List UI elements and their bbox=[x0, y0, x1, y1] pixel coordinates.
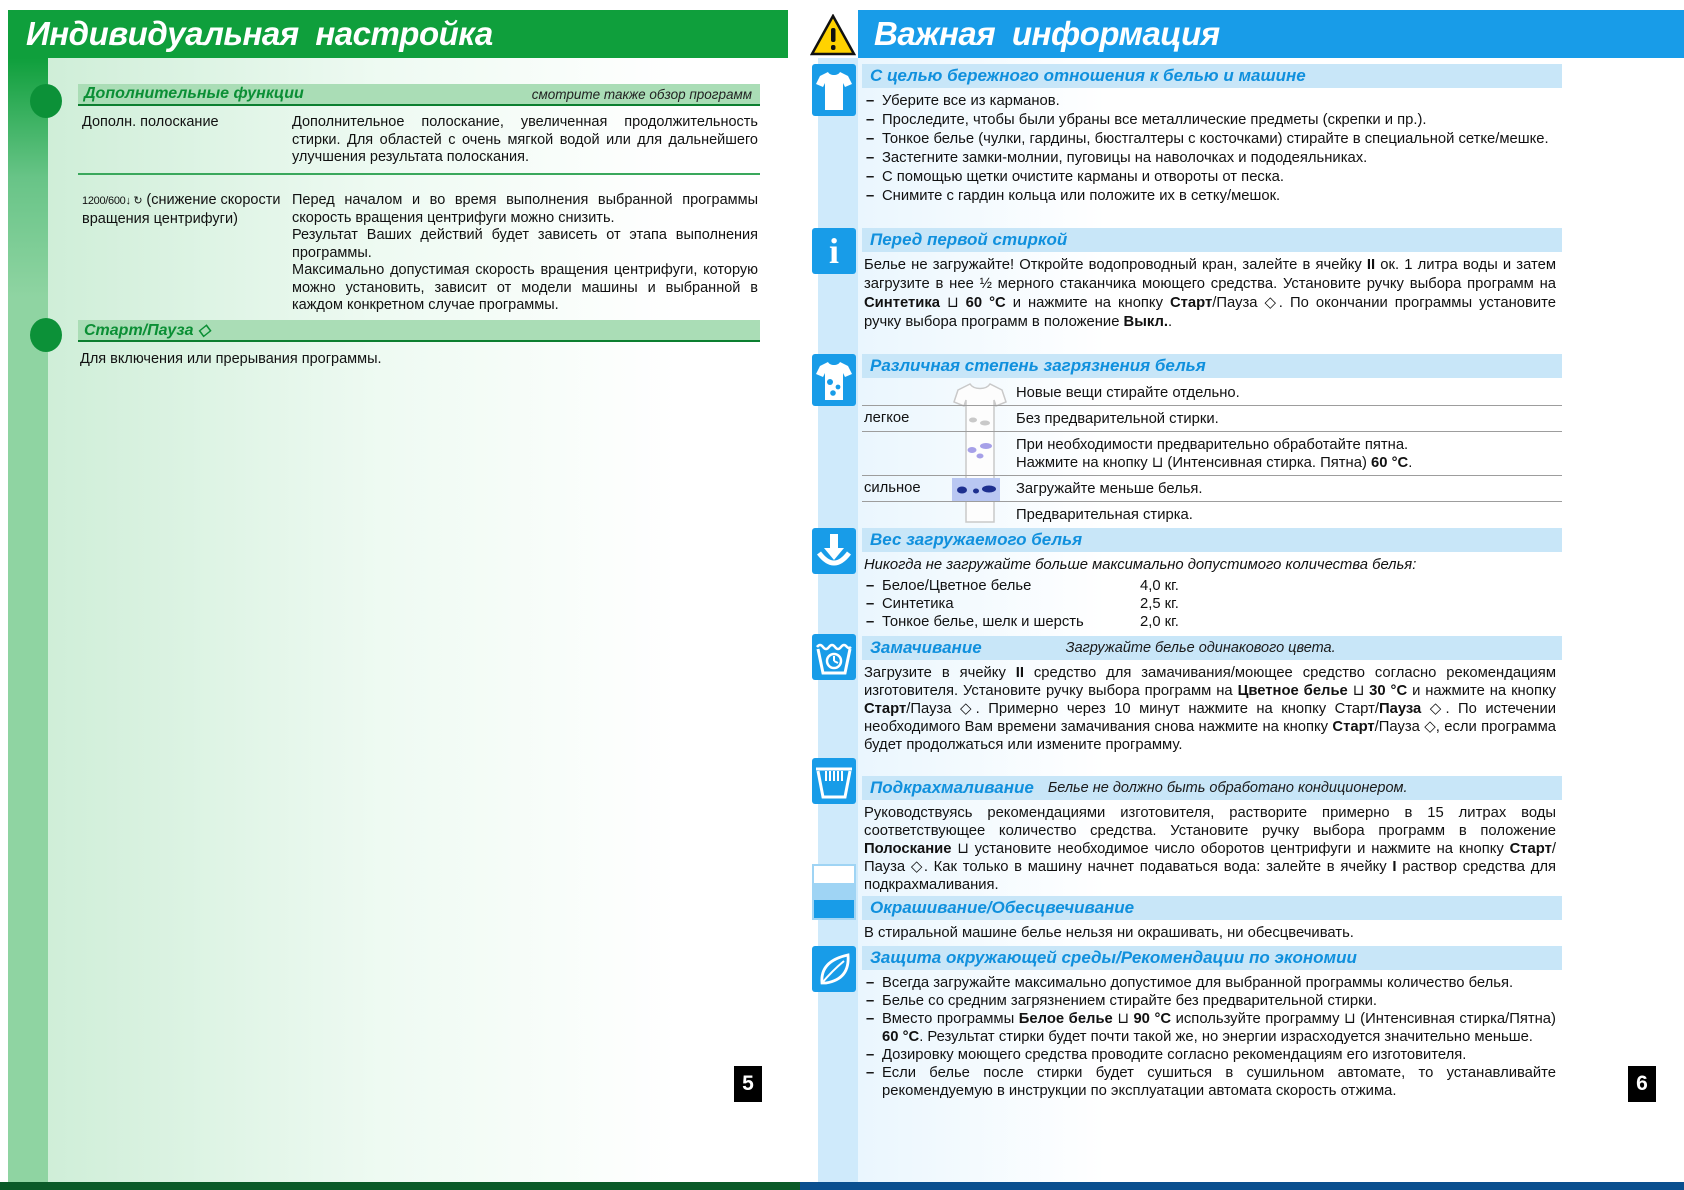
list-item: – Если белье после стирки будет сушиться в сушильном автомате, то устанавливайте рекомендуемую в инструкции по эксплуатации автомата скорость отжима. bbox=[864, 1064, 1556, 1100]
list-item: – Снимите с гардин кольца или положите их в сетку/мешок. bbox=[864, 187, 1556, 206]
section-note: Загружайте белье одинакового цвета. bbox=[1065, 640, 1336, 656]
section-title: Вес загружаемого белья bbox=[870, 530, 1083, 549]
starching-paragraph: Руководствуясь рекомендациями изготовителя, растворите примерно в 15 литрах воды соответствующее количество средства. Установите ручку выбора программ в положение Полоскание ⊔ установите необходимое число оборотов центрифуги и нажмите на кнопку Старт/Пауза ◇. Как только в машину начнет подаваться вода: залейте в ячейку I раствор средства для подкрахмаливания. bbox=[864, 805, 1556, 893]
weight-value: 4,0 кг. bbox=[1140, 578, 1179, 594]
bullet-circle-icon bbox=[30, 84, 62, 118]
environment-bullet-list bbox=[864, 974, 1556, 1100]
weight-value: 2,0 кг. bbox=[1140, 614, 1179, 630]
section-title: С целью бережного отношения к белью и машине bbox=[870, 66, 1306, 85]
section-bar-starching bbox=[862, 776, 1562, 800]
left-page-header bbox=[8, 10, 788, 58]
load-weight-intro: Никогда не загружайте больше максимально допустимого количества белья: bbox=[864, 557, 1417, 573]
section-title: Старт/Пауза ◇ bbox=[84, 322, 211, 339]
bullet-circle-icon bbox=[30, 318, 62, 352]
section-bar-environment bbox=[862, 946, 1562, 970]
right-blue-strip bbox=[818, 58, 858, 1182]
divider bbox=[862, 475, 1562, 476]
dye-icon bbox=[812, 864, 856, 920]
list-item: – Дозировку моющего средства проводите согласно рекомендациям его изготовителя. bbox=[864, 1046, 1556, 1064]
section-title: Различная степень загрязнения белья bbox=[870, 356, 1206, 375]
dyeing-paragraph: В стиральной машине белье нельзя ни окрашивать, ни обесцвечивать. bbox=[864, 925, 1354, 941]
section-note: Белье не должно быть обработано кондиционером. bbox=[1047, 780, 1408, 796]
soiling-shirt-graphic bbox=[950, 382, 1010, 524]
first-wash-paragraph: Белье не загружайте! Откройте водопроводный кран, залейте в ячейку II ок. 1 литра воды и затем загрузите в нее ½ мерного стаканчика моющего средства. Установите ручку выбора программ на Синтетика ⊔ 60 °C и нажмите на кнопку Старт/Пауза ◇. По окончании программы установите ручку выбора программ в положение Выкл.. bbox=[864, 257, 1556, 330]
table-description: Перед началом и во время выполнения выбранной программы скорость вращения центрифуги можно снизить. Результат Ваших действий будет зависеть от этапа выполнения программы. Максимально допустимая скорость вращения центрифуги, которую можно установить, зависит от модели машины и выбранной в каждом конкретном случае программы. bbox=[292, 192, 758, 313]
weight-value: 2,5 кг. bbox=[1140, 596, 1179, 612]
bottom-bar-left bbox=[0, 1182, 800, 1190]
section-title: Подкрахмаливание bbox=[870, 778, 1034, 797]
spin-icon: 1200/600↓ ↻ bbox=[82, 195, 143, 207]
tshirt-icon bbox=[812, 64, 856, 116]
section-title: Замачивание bbox=[870, 638, 982, 657]
table-description: Дополнительное полоскание, увеличенная продолжительность стирки. Для областей с очень мягкой водой или для дальнейшего улучшения результата полоскания. bbox=[292, 114, 758, 165]
soak-icon bbox=[812, 634, 856, 680]
section-bar-first-wash bbox=[862, 228, 1562, 252]
stained-shirt-icon bbox=[812, 354, 856, 406]
info-icon: i bbox=[812, 228, 856, 274]
list-item: – Проследите, чтобы были убраны все металлические предметы (скрепки и пр.). bbox=[864, 111, 1556, 130]
page-number: 6 bbox=[1628, 1066, 1656, 1102]
page-title: Важная информация bbox=[874, 15, 1220, 52]
start-pause-text: Для включения или прерывания программы. bbox=[80, 351, 382, 367]
list-item: – С помощью щетки очистите карманы и отвороты от песка. bbox=[864, 168, 1556, 187]
strong-soil-highlight bbox=[952, 478, 1000, 502]
list-item: – Уберите все из карманов. bbox=[864, 92, 1556, 111]
bottom-bar-right bbox=[800, 1182, 1684, 1190]
list-item: – Застегните замки-молнии, пуговицы на наволочках и пододеяльниках. bbox=[864, 149, 1556, 168]
soiling-text: Загружайте меньше белья. bbox=[1016, 481, 1203, 497]
section-note: смотрите также обзор программ bbox=[531, 86, 752, 102]
section-bar-load-weight bbox=[862, 528, 1562, 552]
page-number: 5 bbox=[734, 1066, 762, 1102]
list-item: – Вместо программы Белое белье ⊔ 90 °C используйте программу ⊔ (Интенсивная стирка/Пятна) 60 °C. Результат стирки будет почти такой же, но энергии израсходуется значительно меньше. bbox=[864, 1010, 1556, 1046]
right-page-header bbox=[858, 10, 1684, 58]
soiling-text: Предварительная стирка. bbox=[1016, 507, 1193, 523]
section-title: Перед первой стиркой bbox=[870, 230, 1068, 249]
section-bar-start-pause bbox=[78, 320, 760, 342]
table-term bbox=[78, 186, 288, 321]
list-item: – Всегда загружайте максимально допустимое для выбранной программы количество белья. bbox=[864, 974, 1556, 992]
section-title: Защита окружающей среды/Рекомендации по экономии bbox=[870, 948, 1357, 967]
table-term-text: (снижение скорости вращения центрифуги) bbox=[82, 192, 281, 227]
section-title: Окрашивание/Обесцвечивание bbox=[870, 898, 1135, 917]
table-term: Дополн. полоскание bbox=[82, 114, 219, 130]
divider bbox=[862, 405, 1562, 406]
page-title: Индивидуальная настройка bbox=[26, 15, 493, 52]
weight-label: Синтетика bbox=[882, 596, 954, 612]
divider bbox=[862, 501, 1562, 502]
soiling-text: Без предварительной стирки. bbox=[1016, 411, 1219, 427]
leaf-icon bbox=[812, 946, 856, 992]
warning-icon bbox=[810, 14, 856, 56]
weight-label: Белое/Цветное белье bbox=[882, 578, 1032, 594]
section-bar-additional-functions bbox=[78, 84, 760, 106]
divider bbox=[862, 431, 1562, 432]
load-icon bbox=[812, 528, 856, 574]
section-bar-care bbox=[862, 64, 1562, 88]
section-bar-dyeing bbox=[862, 896, 1562, 920]
soiling-text: При необходимости предварительно обработайте пятна. Нажмите на кнопку ⊔ (Интенсивная стирка. Пятна) 60 °C. bbox=[1016, 437, 1413, 471]
weight-label: Тонкое белье, шелк и шерсть bbox=[882, 614, 1084, 630]
soiling-text: Новые вещи стирайте отдельно. bbox=[1016, 385, 1240, 401]
soaking-paragraph: Загрузите в ячейку II средство для замачивания/моющее средство согласно рекомендациям изготовителя. Установите ручку выбора программ на Цветное белье ⊔ 30 °C и нажмите на кнопку Старт/Пауза ◇. Примерно через 10 минут нажмите на кнопку Старт/Пауза ◇. По истечении необходимого Вам времени замачивания снова нажмите на кнопку Старт/Пауза ◇, если программа будет продолжаться или измените программу. bbox=[864, 665, 1557, 753]
soiling-label: легкое bbox=[864, 410, 910, 426]
section-bar-soiling bbox=[862, 354, 1562, 378]
list-item: – Тонкое белье (чулки, гардины, бюстгалтеры с косточками) стирайте в специальной сетке/мешке. bbox=[864, 130, 1556, 149]
section-bar-soaking bbox=[862, 636, 1562, 660]
care-bullet-list bbox=[864, 92, 1556, 206]
table-row bbox=[78, 186, 760, 323]
table-row bbox=[78, 108, 760, 175]
left-green-strip bbox=[8, 58, 48, 1182]
list-item: – Белье со средним загрязнением стирайте без предварительной стирки. bbox=[864, 992, 1556, 1010]
soiling-label: сильное bbox=[864, 480, 921, 496]
starch-icon bbox=[812, 758, 856, 804]
section-title: Дополнительные функции bbox=[84, 85, 304, 102]
